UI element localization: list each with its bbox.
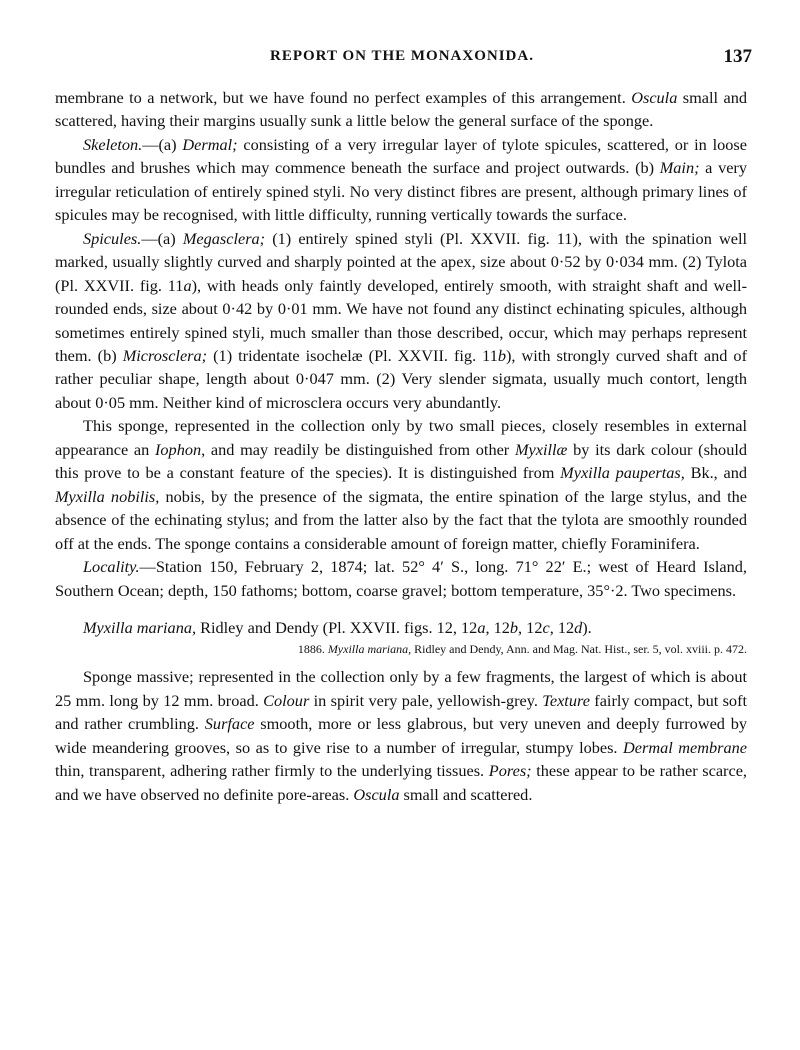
species-heading: Myxilla mariana, Ridley and Dendy (Pl. XXVII. figs. 12, 12a, 12b, 12c, 12d). — [83, 617, 592, 637]
page-body — [55, 86, 747, 806]
page-number: 137 — [723, 46, 752, 67]
paragraph-discussion: This sponge, represented in the collection only by two small pieces, closely resembles in external appearance an Iophon, and may readily be distinguished from other Myxillæ by its dark colour (should this prove to be a constant feature of the species). It is distinguished from Myxilla paupertas, Bk., and Myxilla nobilis, nobis, by the presence of the sigmata, the entire spination of the large stylus, and the absence of the echinating stylus; and from the latter also by the fact that the tylota are smoothly rounded off at the ends. The sponge contains a considerable amount of foreign matter, chiefly Foraminifera. — [55, 416, 748, 553]
page-header — [52, 46, 752, 72]
paragraph-description: Sponge massive; represented in the collection only by a few fragments, the largest of which is about 25 mm. long by 12 mm. broad. Colour in spirit very pale, yellowish-grey. Texture fairly compact, but soft and rather crumbling. Surface smooth, more or less glabrous, but very uneven and deeply furrowed by wide meandering grooves, so as to give rise to a number of irregular, stumpy lobes. Dermal membrane thin, transparent, adhering rather firmly to the underlying tissues. Pores; these appear to be rather scarce, and we have observed no definite pore-areas. Oscula small and scattered. — [55, 667, 748, 804]
paragraph-1: membrane to a network, but we have found no perfect examples of this arrangement. Oscula small and scattered, having their margins usually sunk a little below the general surface of the sponge. — [55, 88, 748, 131]
running-head: REPORT ON THE MONAXONIDA. — [270, 48, 534, 64]
paragraph-skeleton: Skeleton.—(a) Dermal; consisting of a very irregular layer of tylote spicules, scattered, or in loose bundles and brushes which may commence beneath the surface and project outwards. (b) Main; a very irregular reticulation of entirely spined styli. No very distinct fibres are present, although primary lines of spicules may be recognised, with little difficulty, running vertically towards the surface. — [55, 134, 747, 225]
synonymy-citation: 1886. Myxilla mariana, Ridley and Dendy, Ann. and Mag. Nat. Hist., ser. 5, vol. xviii. p. 472. — [297, 642, 747, 657]
paragraph-spicules: Spicules.—(a) Megasclera; (1) entirely spined styli (Pl. XXVII. fig. 11), with the spination well marked, usually slightly curved and sharply pointed at the apex, size about 0·52 by 0·034 mm. (2) Tylota (Pl. XXVII. fig. 11a), with heads only faintly developed, entirely smooth, with straight shaft and well-rounded ends, size about 0·42 by 0·01 mm. We have not found any distinct echinating spicules, although sometimes entirely spined styli, much smaller than those described, occur, which may perhaps represent them. (b) Microsclera; (1) tridentate isochelæ (Pl. XXVII. fig. 11b), with strongly curved shaft and of rather peculiar shape, length about 0·047 mm. (2) Very slender sigmata, usually much contort, length about 0·05 mm. Neither kind of microsclera occurs very abundantly. — [55, 228, 747, 412]
paragraph-locality: Locality.—Station 150, February 2, 1874; lat. 52° 4′ S., long. 71° 22′ E.; west of Heard Island, Southern Ocean; depth, 150 fathoms; bottom, coarse gravel; bottom temperature, 35°·2. Two specimens. — [55, 557, 747, 600]
